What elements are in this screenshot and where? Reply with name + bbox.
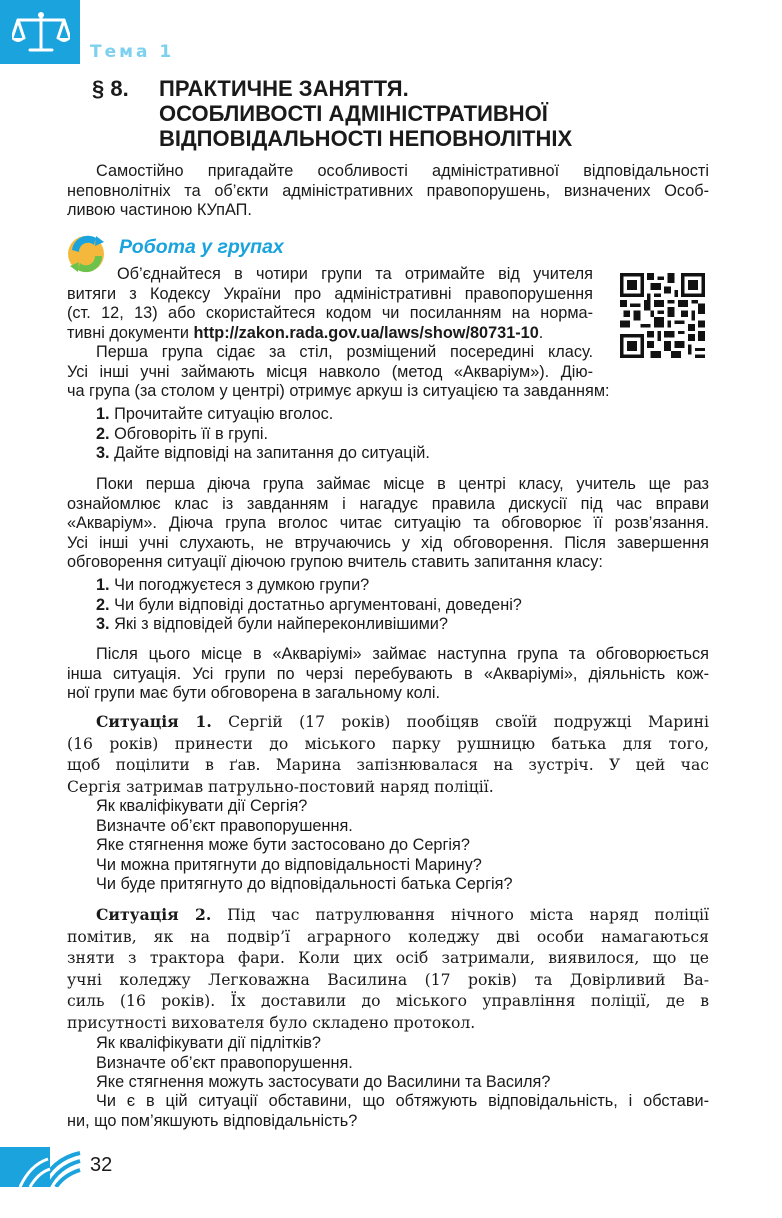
- situation-1-questions: [96, 797, 513, 895]
- text-line: «Акваріум». Діюча група вголос читає ситуацію та обговорює її розв’язання.: [67, 514, 709, 532]
- text-line: (ст. 12, 13) або скористайтеся кодом чи посиланням на норма-: [67, 304, 593, 322]
- intro-paragraph: [67, 162, 709, 221]
- group-work-paragraph: Об’єднайтеся в чотири групи та отримайте від учителя витяги з Кодексу України про адміністративні правопорушення (ст. 12, 13) або скористайтеся кодом чи посиланням на норма- тивні документи http://zakon.rada.gov.ua/laws/show/80731-10.: [67, 265, 593, 342]
- situation-label: Ситуація 1.: [96, 712, 212, 731]
- text-line: ознайомлює клас із завданням і нагадує правила дискусії під час вправи: [67, 494, 709, 513]
- text-line: Чи є в цій ситуації обставини, що обтяжують відповідальність, і обстави-: [96, 1092, 709, 1110]
- text-line: ни, що пом’якшують відповідальність?: [67, 1111, 358, 1130]
- text-line: силь (16 років). Їх доставили до міського управління поліції, де в: [67, 992, 709, 1010]
- header-corner-block: [0, 0, 80, 64]
- text-line: зняти з трактора фари. Коли цих осіб затримали, виявилося, що це: [67, 949, 709, 967]
- text-line: обговорення ситуації діючою групою вчитель ставить запитання класу:: [67, 553, 603, 571]
- text-line: ливою частиною КУпАП.: [67, 201, 252, 219]
- question: Яке стягнення можуть застосувати до Василини та Василя?: [96, 1073, 551, 1091]
- aquarium-paragraph: [67, 343, 593, 382]
- text-line: (16 років) принести до міського парку рушницю батька для того,: [67, 734, 709, 753]
- question: Чи можна притягнути до відповідальності Марину?: [96, 855, 482, 874]
- text-line: ча група (за столом у центрі) отримує аркуш із ситуацією та завданням:: [67, 382, 610, 400]
- text-line: щоб поцілити в ґав. Марина запізнювалася на зустріч. У цей час: [67, 756, 709, 774]
- text-line: тивні документи: [67, 323, 194, 342]
- law-link[interactable]: http://zakon.rada.gov.ua/laws/show/80731-10: [193, 323, 539, 342]
- list-item: 2. Обговоріть її в групі.: [96, 424, 269, 443]
- title-line: ОСОБЛИВОСТІ АДМІНІСТРАТИВНОЇ: [159, 101, 548, 126]
- question: Визначте об’єкт правопорушення.: [96, 1053, 353, 1072]
- situation-2-last-question: [67, 1092, 709, 1131]
- class-questions-list: [96, 576, 522, 635]
- question: Як кваліфікувати дії Сергія?: [96, 797, 308, 815]
- section-number: § 8.: [92, 76, 129, 101]
- text-line: присутності вихователя було складено протокол.: [67, 1013, 476, 1032]
- text-line: Усі інші учні займають місця навколо (метод «Акваріум»). Дію-: [67, 362, 593, 381]
- text-line: Самостійно пригадайте особливості адміністративної відповідальності: [96, 162, 709, 180]
- title-line: ПРАКТИЧНЕ ЗАНЯТТЯ.: [159, 76, 409, 101]
- text-line: неповнолітніх та об’єкти адміністративних правопорушень, визначених Особ-: [67, 181, 709, 200]
- situation-1: Ситуація 1. Сергій (17 років) пообіцяв своїй подружці Марині (16 років) принести до міського парку рушницю батька для того, щоб поцілити в ґав. Марина запізнювалася на зустріч. У цей час Сергія затримав патрульно-постовий наряд поліції.: [67, 711, 709, 798]
- title-line: ВІДПОВІДАЛЬНОСТІ НЕПОВНОЛІТНІХ: [159, 126, 573, 151]
- text-line: Сергія затримав патрульно-постовий наряд поліції.: [67, 777, 494, 796]
- question: Яке стягнення може бути застосовано до Сергія?: [96, 836, 470, 854]
- question: Визначте об’єкт правопорушення.: [96, 816, 353, 835]
- situation-2: Ситуація 2. Під час патрулювання нічного міста наряд поліції помітив, як на подвір’ї аграрного коледжу дві особи намагаються зняти з трактора фари. Коли цих осіб затримали, виявилося, що це учні коледжу Легковажна Василина (17 років) та Довірливий Ва- силь (16 років). Їх доставили до міського управління поліції, де в присутності вихователя було складено протокол.: [67, 904, 709, 1034]
- list-item: 1. Прочитайте ситуацію вголос.: [96, 405, 334, 423]
- question: Чи буде притягнуто до відповідальності батька Сергія?: [96, 875, 513, 893]
- text-line: інша ситуація. Усі групи по черзі перебувають в «Акваріумі», діяльність кож-: [67, 664, 709, 683]
- text-line: помітив, як на подвір’ї аграрного коледжу дві особи намагаються: [67, 927, 709, 946]
- list-item: 1. Чи погоджуєтеся з думкою групи?: [96, 576, 370, 594]
- list-item: 3. Дайте відповіді на запитання до ситуацій.: [96, 444, 430, 462]
- situation-label: Ситуація 2.: [96, 905, 212, 924]
- aquarium-paragraph-end: [67, 382, 709, 402]
- question: Як кваліфікувати дії підлітків?: [96, 1034, 321, 1052]
- rotation-paragraph: [67, 645, 709, 704]
- text-line: Після цього місце в «Акваріумі» займає наступна група та обговорюється: [96, 645, 709, 663]
- text-line: учні коледжу Легковажна Василина (17 років) та Довірливий Ва-: [67, 970, 709, 989]
- text-line: ної групи має бути обговорена в загальному колі.: [67, 684, 440, 702]
- procedure-paragraph: [67, 475, 709, 573]
- text-line: Об’єднайтеся в чотири групи та отримайте від учителя: [117, 265, 593, 283]
- qr-code-image: [620, 273, 705, 358]
- text-line: Усі інші учні слухають, не втручаючись у хід обговорення. Після завершення: [67, 533, 709, 552]
- group-work-title: Робота у групах: [119, 236, 284, 258]
- text-line: Перша група сідає за стіл, розміщений посередині класу.: [96, 343, 593, 361]
- text-line: витяги з Кодексу України про адміністративні правопорушення: [67, 284, 593, 303]
- text-line: Поки перша діюча група займає місце в центрі класу, учитель ще раз: [96, 475, 709, 493]
- list-item: 2. Чи були відповіді достатньо аргументовані, доведені?: [96, 595, 522, 614]
- wave-icon: [0, 1147, 82, 1187]
- situation-2-questions: [96, 1034, 550, 1093]
- topic-label: Тема 1: [90, 42, 175, 62]
- scales-icon: [12, 10, 70, 54]
- page-number: 32: [90, 1154, 113, 1176]
- steps-list: [96, 405, 430, 464]
- list-item: 3. Які з відповідей були найпереконливішими?: [96, 615, 448, 633]
